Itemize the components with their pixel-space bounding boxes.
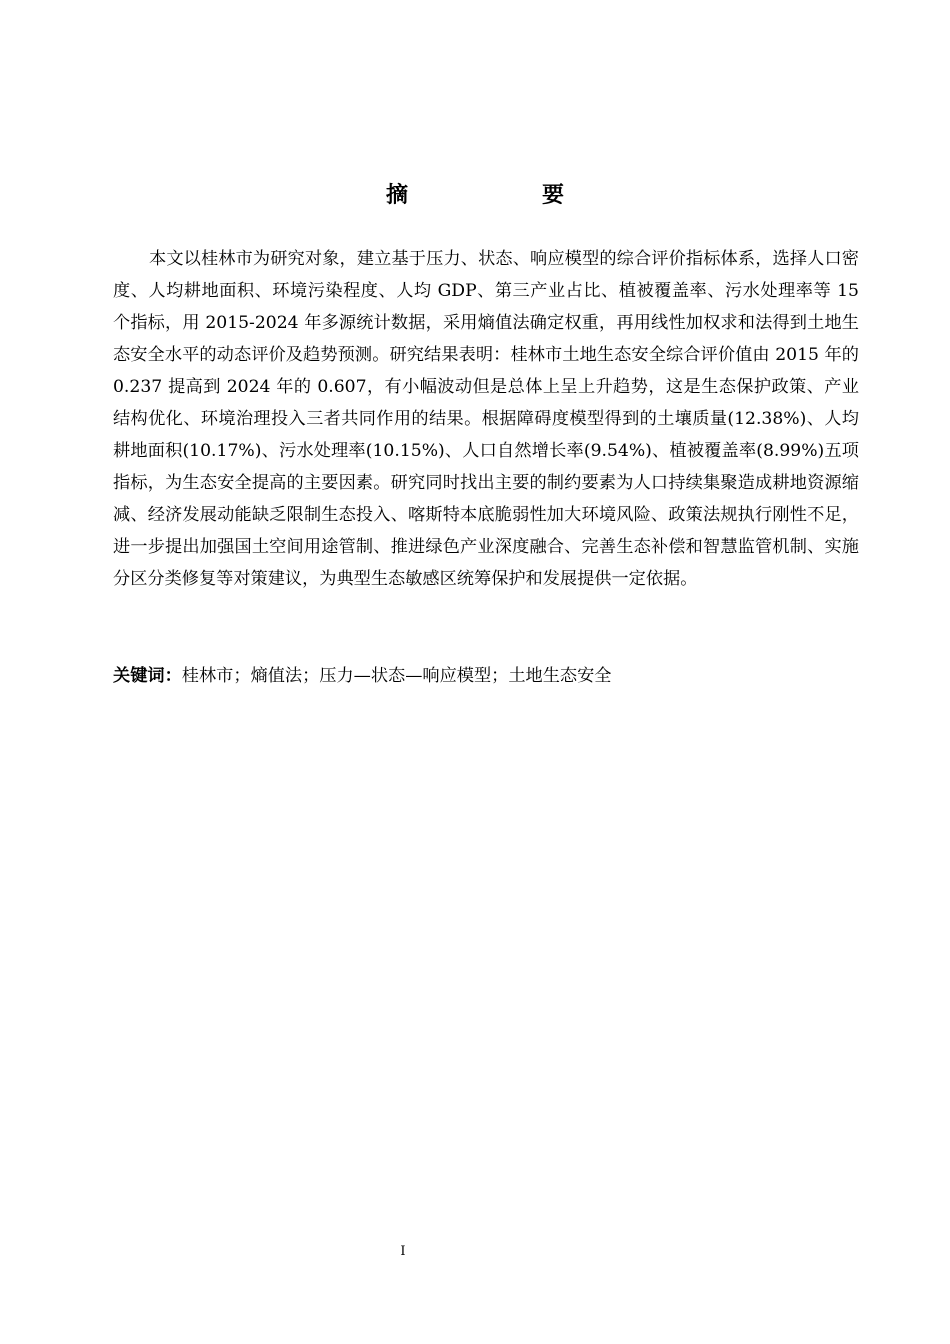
abstract-title: 摘 要 bbox=[385, 183, 594, 208]
abstract-paragraph: 本文以桂林市为研究对象，建立基于压力、状态、响应模型的综合评价指标体系，选择人口密度、人均耕地面积、环境污染程度、人均 GDP、第三产业占比、植被覆盖率、污水处理率等 15 个指标，用 2015-2024 年多源统计数据，采用熵值法确定权重，再用线性加权求和法得到土地生态安全水平的动态评价及趋势预测。研究结果表明：桂林市土地生态安全综合评价值由 2015 年的 0.237 提高到 2024 年的 0.607，有小幅波动但是总体上呈上升趋势，这是生态保护政策、产业结构优化、环境治理投入三者共同作用的结果。根据障碍度模型得到的土壤质量(12.38%)、人均耕地面积(10.17%)、污水处理率(10.15%)、人口自然增长率(9.54%)、植被覆盖率(8.99%)五项指标，为生态安全提高的主要因素。研究同时找出主要的制约要素为人口持续集聚造成耕地资源缩减、经济发展动能缺乏限制生态投入、喀斯特本底脆弱性加大环境风险、政策法规执行刚性不足，进一步提出加强国土空间用途管制、推进绿色产业深度融合、完善生态补偿和智慧监管机制、实施分区分类修复等对策建议，为典型生态敏感区统筹保护和发展提供一定依据。 bbox=[113, 249, 859, 589]
page-number: I bbox=[400, 1244, 406, 1259]
keywords-label: 关键词： bbox=[113, 666, 182, 686]
keywords-value: 桂林市；熵值法；压力—状态—响应模型；土地生态安全 bbox=[181, 666, 612, 686]
keywords-line bbox=[113, 660, 859, 692]
